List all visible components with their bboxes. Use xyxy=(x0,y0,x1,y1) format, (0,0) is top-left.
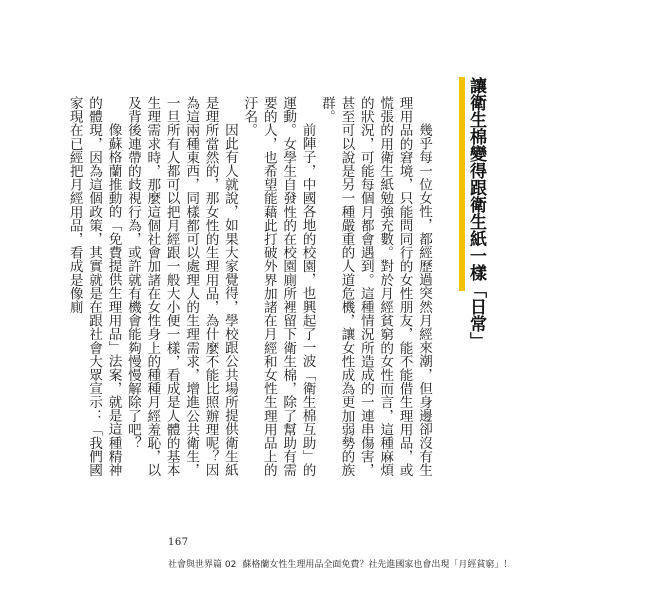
footer-series: 社會與世界篇 02 xyxy=(168,560,237,570)
body-text xyxy=(64,96,433,478)
paragraph: 像蘇格蘭推動的「免費提供生理用品」法案，就是這種精神的體現，因為這個政策，其實就是在跟社會大眾宣示：「我們國家現在已經把月經用品，看成是像廁 xyxy=(66,96,122,477)
paragraph: 因此有人就說，如果大家覺得，學校跟公共場所提供衛生紙是理所當然的，那女性的生理用品，為什麼不能比照辦理呢？因為這兩種東西，同樣都可以處理人的生理需求，增進公共衛生，一旦所有人都可以把月經跟一般大小便一樣，看成是人體的基本生理需求時，那麼這個社會加諸在女性身上的種種月經羞恥，以及背後連帶的歧視行為，或許就有機會能夠慢慢解除了吧？ xyxy=(124,96,238,477)
footer-title: 蘇格蘭女性生理用品全面免費？社先進國家也會出現「月經貧窮」！ xyxy=(242,560,513,570)
paragraph: 幾乎每一位女性，都經歷過突然月經來潮，但身邊卻沒有生理用品的窘境，只能問同行的女性朋友，能不能借生理用品，或慌張的用衛生紙勉強充數。對於月經貧窮的女性而言，這種麻煩的狀況，可能每個月都會遇到。這種情況所造成的一連串傷害，甚至可以說是另一種嚴重的人道危機，讓女性成為更加弱勢的族群。 xyxy=(318,96,432,477)
running-footer xyxy=(168,557,512,570)
section-heading: 讓衛生棉變得跟衛生紙一樣「日常」 xyxy=(466,77,486,349)
paragraph: 前陣子，中國各地的校園，也興起了一波「衛生棉互助」的運動。女學生自發性的在校園廁所裡留下衛生棉，除了幫助有需要的人，也希望能藉此打破外界加諸在月經和女性生理用品上的汙名。 xyxy=(241,96,316,477)
heading-accent-bar xyxy=(459,77,465,291)
page-number: 167 xyxy=(168,537,189,548)
